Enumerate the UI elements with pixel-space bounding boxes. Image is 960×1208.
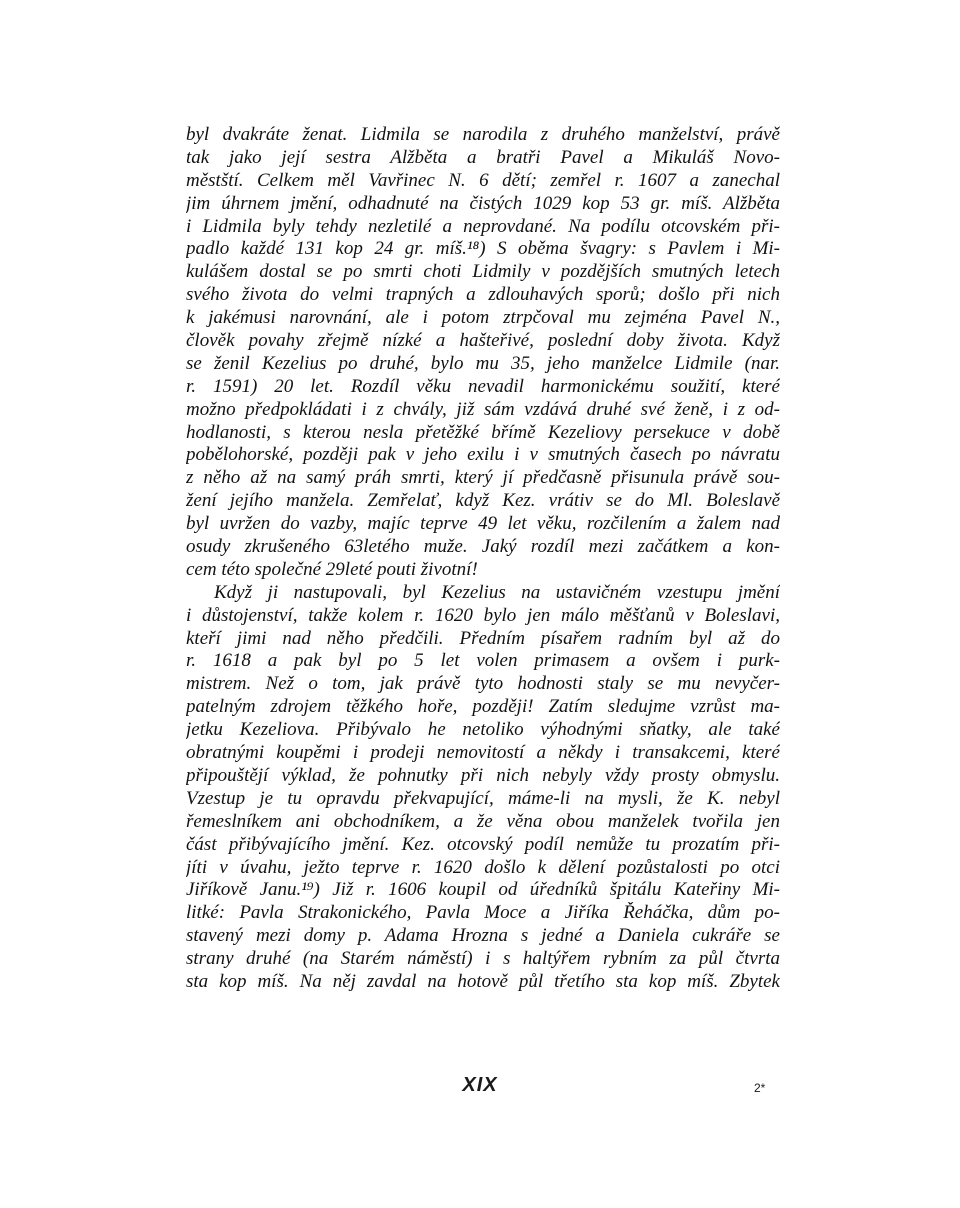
text-line: obratnými koupěmi i prodeji nemovitostí a někdy i transakcemi, které: [186, 742, 780, 764]
body-text: [186, 124, 780, 994]
text-line: řemeslníkem ani obchodníkem, a že věna obou manželek tvořila jen: [186, 810, 780, 832]
text-line: hodlanosti, s kterou nesla přetěžké břímě Kezeliovy persekuce v době: [186, 421, 780, 443]
text-line: jíti v úvahu, ježto teprve r. 1620 došlo k dělení pozůstalosti po otci: [186, 856, 780, 878]
text-line: i důstojenství, takže kolem r. 1620 bylo jen málo měšťanů v Boleslavi,: [186, 604, 780, 626]
text-line: tak jako její sestra Alžběta a bratři Pavel a Mikuláš Novo-: [186, 146, 780, 168]
text-line: část přibývajícího jmění. Kez. otcovský podíl nemůže tu prozatím při-: [186, 833, 780, 855]
paragraph-end-line: cem této společné 29leté pouti životní!: [186, 558, 478, 580]
text-line: i Lidmila byly tehdy nezletilé a neprovdané. Na podílu otcovském při-: [186, 215, 780, 237]
signature-mark: 2*: [754, 1081, 766, 1095]
text-line: strany druhé (na Starém náměstí) i s haltýřem rybním za půl čtvrta: [186, 948, 780, 970]
text-line: se ženil Kezelius po druhé, bylo mu 35, jeho manželce Lidmile (nar.: [186, 352, 780, 374]
text-line: byl dvakráte ženat. Lidmila se narodila z druhého manželství, právě: [186, 124, 780, 145]
text-line: mistrem. Než o tom, jak právě tyto hodnosti staly se mu nevyčer-: [186, 673, 780, 695]
text-line: žení jejího manžela. Zemřelať, když Kez. vrátiv se do Ml. Boleslavě: [186, 490, 780, 512]
text-line: možno předpokládati i z chvály, již sám vzdává druhé své ženě, i z od-: [186, 398, 780, 420]
text-line: patelným zdrojem těžkého hoře, později! Zatím sledujme vzrůst ma-: [186, 696, 780, 718]
text-line: litké: Pavla Strakonického, Pavla Moce a Jiříka Řeháčka, dům po-: [186, 902, 780, 924]
paragraph-start-line: Když ji nastupovali, byl Kezelius na ustavičném vzestupu jmění: [214, 581, 780, 603]
text-line: padlo každé 131 kop 24 gr. míš.¹⁸) S oběma švagry: s Pavlem i Mi-: [186, 238, 780, 260]
text-line: člověk povahy zřejmě nízké a hašteřivé, poslední doby života. Když: [186, 330, 780, 352]
text-line: byl uvržen do vazby, majíc teprve 49 let věku, rozčilením a žalem nad: [186, 513, 780, 535]
text-line: Vzestup je tu opravdu překvapující, máme-li na mysli, že K. nebyl: [186, 787, 780, 809]
text-line: z něho až na samý práh smrti, který jí předčasně přisunula právě sou-: [186, 467, 780, 489]
text-line: r. 1618 a pak byl po 5 let volen primasem a ovšem i purk-: [186, 650, 780, 672]
text-line: k jakémusi narovnání, ale i potom ztrpčoval mu zejména Pavel N.,: [186, 307, 780, 329]
text-line: pobělohorské, později pak v jeho exilu i v smutných časech po návratu: [186, 444, 780, 466]
text-line: jetku Kezeliova. Přibývalo he netoliko výhodnými sňatky, ale také: [186, 719, 780, 741]
text-line: stavený mezi domy p. Adama Hrozna s jedné a Daniela cukráře se: [186, 925, 780, 947]
text-line: sta kop míš. Na něj zavdal na hotově půl třetího sta kop míš. Zbytek: [186, 970, 780, 992]
text-line: Jiříkově Janu.¹⁹) Již r. 1606 koupil od úředníků špitálu Kateřiny Mi-: [186, 879, 780, 901]
text-line: kteří jimi nad něho předčili. Předním písařem radním byl až do: [186, 627, 780, 649]
text-line: městští. Celkem měl Vavřinec N. 6 dětí; zemřel r. 1607 a zanechal: [186, 169, 780, 191]
text-line: r. 1591) 20 let. Rozdíl věku nevadil harmonickému soužití, které: [186, 375, 780, 397]
text-line: jim úhrnem jmění, odhadnuté na čistých 1029 kop 53 gr. míš. Alžběta: [186, 192, 780, 214]
page-number: XIX: [462, 1074, 498, 1096]
text-line: osudy zkrušeného 63letého muže. Jaký rozdíl mezi začátkem a kon-: [186, 536, 780, 558]
text-line: svého života do velmi trapných a zdlouhavých sporů; došlo při nich: [186, 284, 780, 306]
text-line: kulášem dostal se po smrti choti Lidmily v pozdějších smutných letech: [186, 261, 780, 283]
text-line: připouštějí výklad, že pohnutky při nich nebyly vždy prosty obmyslu.: [186, 764, 780, 786]
